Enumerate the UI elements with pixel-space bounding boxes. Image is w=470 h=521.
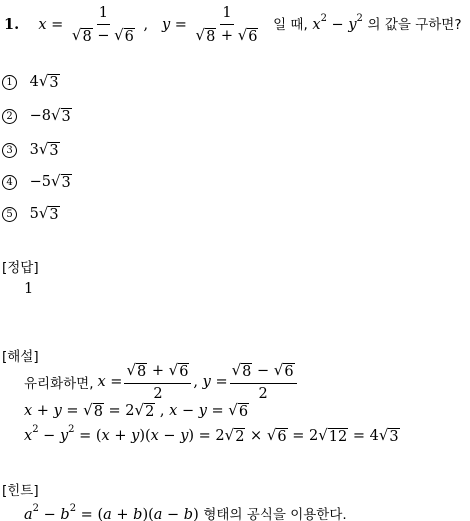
choice-value: 3 √ 3 — [29, 140, 59, 159]
explanation-line-3: $x^2 - y^2 = (x + y)(x - y) = 2$ √ 2 × √ 6 = 2 √ 12 = 4 √ 3 — [24, 424, 399, 445]
choice-mark: 3 — [2, 143, 17, 158]
choice-value: 4 √ 3 — [29, 72, 59, 91]
explanation-heading: [해설] — [2, 349, 39, 365]
explanation-intro: 유리화하면, — [24, 376, 94, 392]
question-text-find: 의 값을 구하면? — [367, 17, 462, 33]
question-number: 1. — [4, 16, 20, 33]
answer-value: 1 — [24, 281, 34, 297]
choice-4[interactable] — [2, 174, 72, 191]
explanation-line-2: x + y = √ 8 = 2 √ 2 , x − y = √ 6 — [24, 401, 249, 420]
y-definition: y = 1 √ 8 + √ 6 — [161, 5, 258, 45]
choice-2[interactable] — [2, 108, 72, 125]
question: 1. x = 1 √ 8 − √ 6 , y = 1 √ 8 + √ 6 일 때, $x^2 - y^2$ 의 값을 구하면? — [4, 5, 462, 45]
choice-value: −8 √ 3 — [29, 106, 71, 125]
x-definition: x = 1 √ 8 − √ 6 — [38, 5, 134, 45]
hint-heading: [힌트] — [2, 483, 39, 499]
choice-value: 5 √ 3 — [29, 204, 59, 223]
hint-formula: $a^2 - b^2 = (a + b)(a - b)$ — [24, 503, 199, 521]
choice-mark: 5 — [2, 207, 17, 222]
choice-1[interactable] — [2, 74, 60, 91]
choice-mark: 1 — [2, 75, 17, 90]
explanation-line-1: 유리화하면, x = √ 8 + √ 6 2 , y = √ 8 − √ 6 2 — [24, 363, 299, 401]
choice-3[interactable] — [2, 142, 60, 159]
answer-heading: [정답] — [2, 260, 39, 276]
hint-line — [24, 503, 347, 521]
question-text-if: 일 때, — [273, 17, 308, 33]
choice-mark: 2 — [2, 109, 17, 124]
hint-text: 형태의 공식을 이용한다. — [203, 507, 347, 521]
question-target: $x^2 - y^2$ — [312, 13, 363, 33]
choice-value: −5 √ 3 — [29, 172, 71, 191]
choice-mark: 4 — [2, 175, 17, 190]
choice-5[interactable] — [2, 206, 60, 223]
